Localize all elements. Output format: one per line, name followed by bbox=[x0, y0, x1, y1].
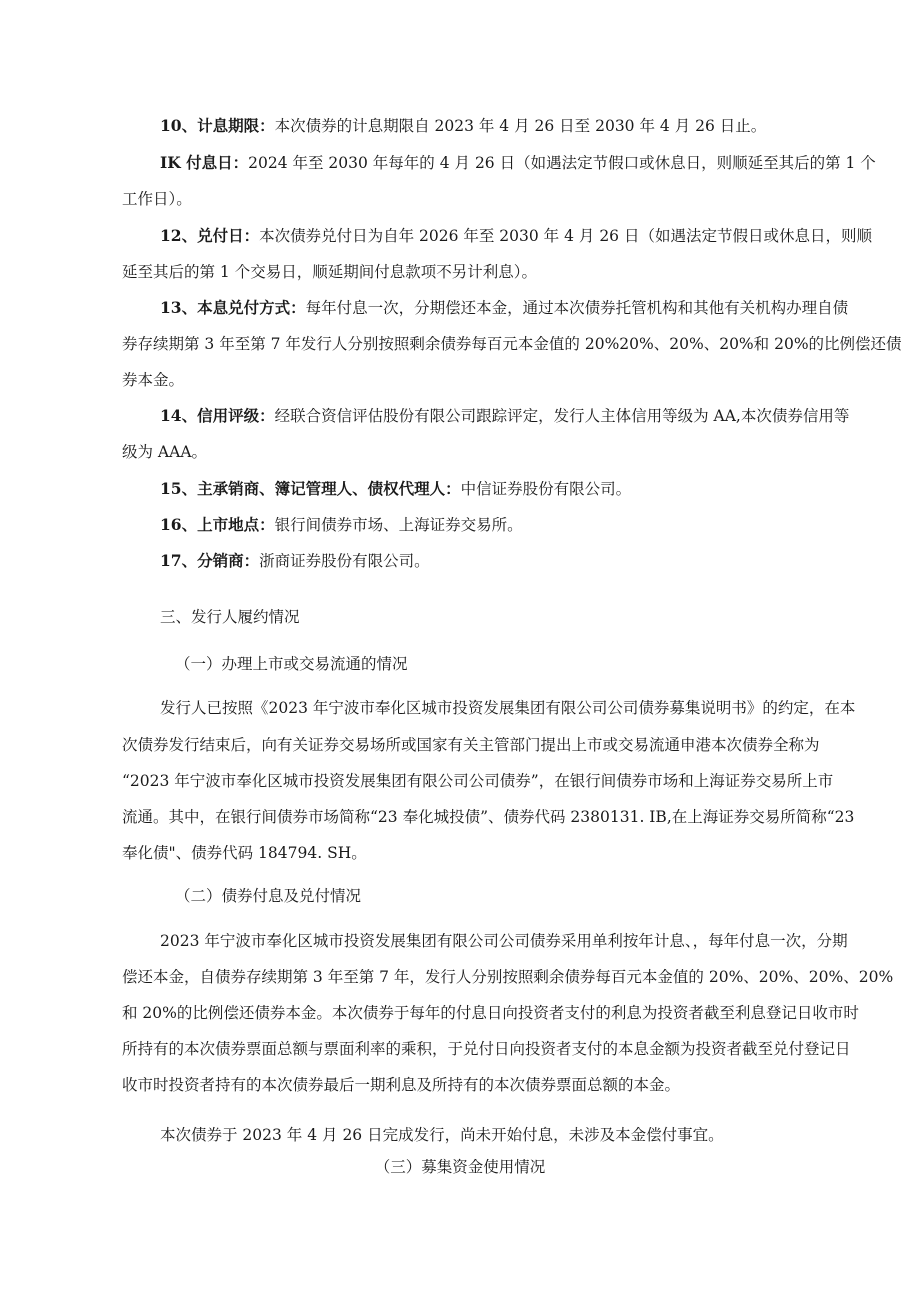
subsection-2-line-5: 收市时投资者持有的本次债券最后一期利息及所持有的本次债券票面总额的本金。 bbox=[122, 1076, 681, 1094]
item-13-line-3: 券本金。 bbox=[122, 371, 185, 389]
item-13-line-2: 券存续期第 3 年至第 7 年发行人分别按照剩余债券每百元本金值的 20%20%、20%、20%和 20%的比例偿还债 bbox=[122, 335, 902, 353]
item-15-text: 中信证券股份有限公司。 bbox=[460, 480, 632, 498]
item-16 bbox=[160, 515, 523, 535]
item-13-label: 13、本息兑付方式： bbox=[160, 298, 306, 317]
item-12-label: 12、兑付日： bbox=[160, 226, 260, 245]
subsection-2-line-2: 偿还本金，自债券存续期第 3 年至第 7 年，发行人分别按照剩余债券每百元本金值的 20%、20%、20%、20% bbox=[122, 968, 894, 986]
item-11-text-1: 2024 年至 2030 年每年的 4 月 26 日（如遇法定节假口或休息日，则顺延至其后的第 1 个 bbox=[248, 154, 876, 172]
item-17-text: 浙商证券股份有限公司。 bbox=[259, 552, 430, 570]
item-17 bbox=[160, 551, 430, 571]
subsection-1-line-4: 流通。其中，在银行间债券市场简称“23 奉化城投债”、债券代码 2380131. IB,在上海证券交易所简称“23 bbox=[122, 808, 855, 826]
subsection-3-heading: （三）募集资金使用情况 bbox=[374, 1158, 546, 1176]
item-15 bbox=[160, 479, 631, 499]
item-14-label: 14、信用评级： bbox=[160, 406, 275, 425]
item-12-line-2: 延至其后的第 1 个交易日，顺延期间付息款项不另计利息）。 bbox=[122, 263, 537, 281]
subsection-1-heading: （一）办理上市或交易流通的情况 bbox=[175, 655, 408, 673]
subsection-1-line-2: 次债券发行结束后，向有关证券交易场所或国家有关主管部门提出上市或交易流通申港本次债券全称为 bbox=[122, 736, 820, 754]
item-10-text: 本次债券的计息期限自 2023 年 4 月 26 日至 2030 年 4 月 26 日止。 bbox=[274, 117, 767, 135]
subsection-1-line-3: “2023 年宁波市奉化区城市投资发展集团有限公司公司债券”，在银行间债券市场和上海证券交易所上市 bbox=[122, 772, 834, 790]
item-10-label: 10、计息期限： bbox=[160, 116, 275, 135]
item-16-text: 银行间债券市场、上海证券交易所。 bbox=[274, 516, 523, 534]
subsection-2-line-4: 所持有的本次债券票面总额与票面利率的乘积，于兑付日向投资者支付的本息金额为投资者截至兑付登记日 bbox=[122, 1040, 851, 1058]
item-11-line-2: 工作日）。 bbox=[122, 190, 192, 208]
section-3-heading: 三、发行人履约情况 bbox=[160, 608, 300, 626]
item-13-text-1: 每年付息一次，分期偿还本金，通过本次债券托管机构和其他有关机构办理自债 bbox=[305, 299, 849, 317]
subsection-1-line-1: 发行人已按照《2023 年宁波市奉化区城市投资发展集团有限公司公司债券募集说明书》的约定，在本 bbox=[160, 699, 856, 717]
subsection-2-line-1: 2023 年宁波市奉化区城市投资发展集团有限公司公司债券采用单利按年计息、，每年付息一次，分期 bbox=[160, 932, 848, 950]
item-14-line-2: 级为 AAA。 bbox=[122, 443, 208, 461]
item-13-line-1 bbox=[160, 298, 848, 318]
item-14-line-1 bbox=[160, 406, 849, 426]
subsection-2-heading: （二）债券付息及兑付情况 bbox=[175, 887, 362, 905]
item-16-label: 16、上市地点： bbox=[160, 515, 275, 534]
item-12-text-1: 本次债券兑付日为自年 2026 年至 2030 年 4 月 26 日（如遇法定节假日或休息日，则顺 bbox=[259, 227, 872, 245]
item-12-line-1 bbox=[160, 226, 872, 246]
item-11-line-1 bbox=[160, 153, 876, 173]
item-11-label: IK 付息日： bbox=[160, 153, 249, 172]
subsection-1-line-5: 奉化债"、债券代码 184794. SH。 bbox=[122, 844, 367, 862]
subsection-2-note: 本次债券于 2023 年 4 月 26 日完成发行，尚未开始付息，未涉及本金偿付事宜。 bbox=[160, 1126, 724, 1144]
item-10 bbox=[160, 116, 766, 136]
item-14-text-1: 经联合资信评估股份有限公司跟踪评定，发行人主体信用等级为 AA,本次债券信用等 bbox=[274, 407, 850, 425]
item-17-label: 17、分销商： bbox=[160, 551, 260, 570]
subsection-2-line-3: 和 20%的比例偿还债券本金。本次债券于每年的付息日向投资者支付的利息为投资者截至利息登记日收市时 bbox=[122, 1004, 859, 1022]
item-15-label: 15、主承销商、簿记管理人、债权代理人： bbox=[160, 479, 461, 498]
